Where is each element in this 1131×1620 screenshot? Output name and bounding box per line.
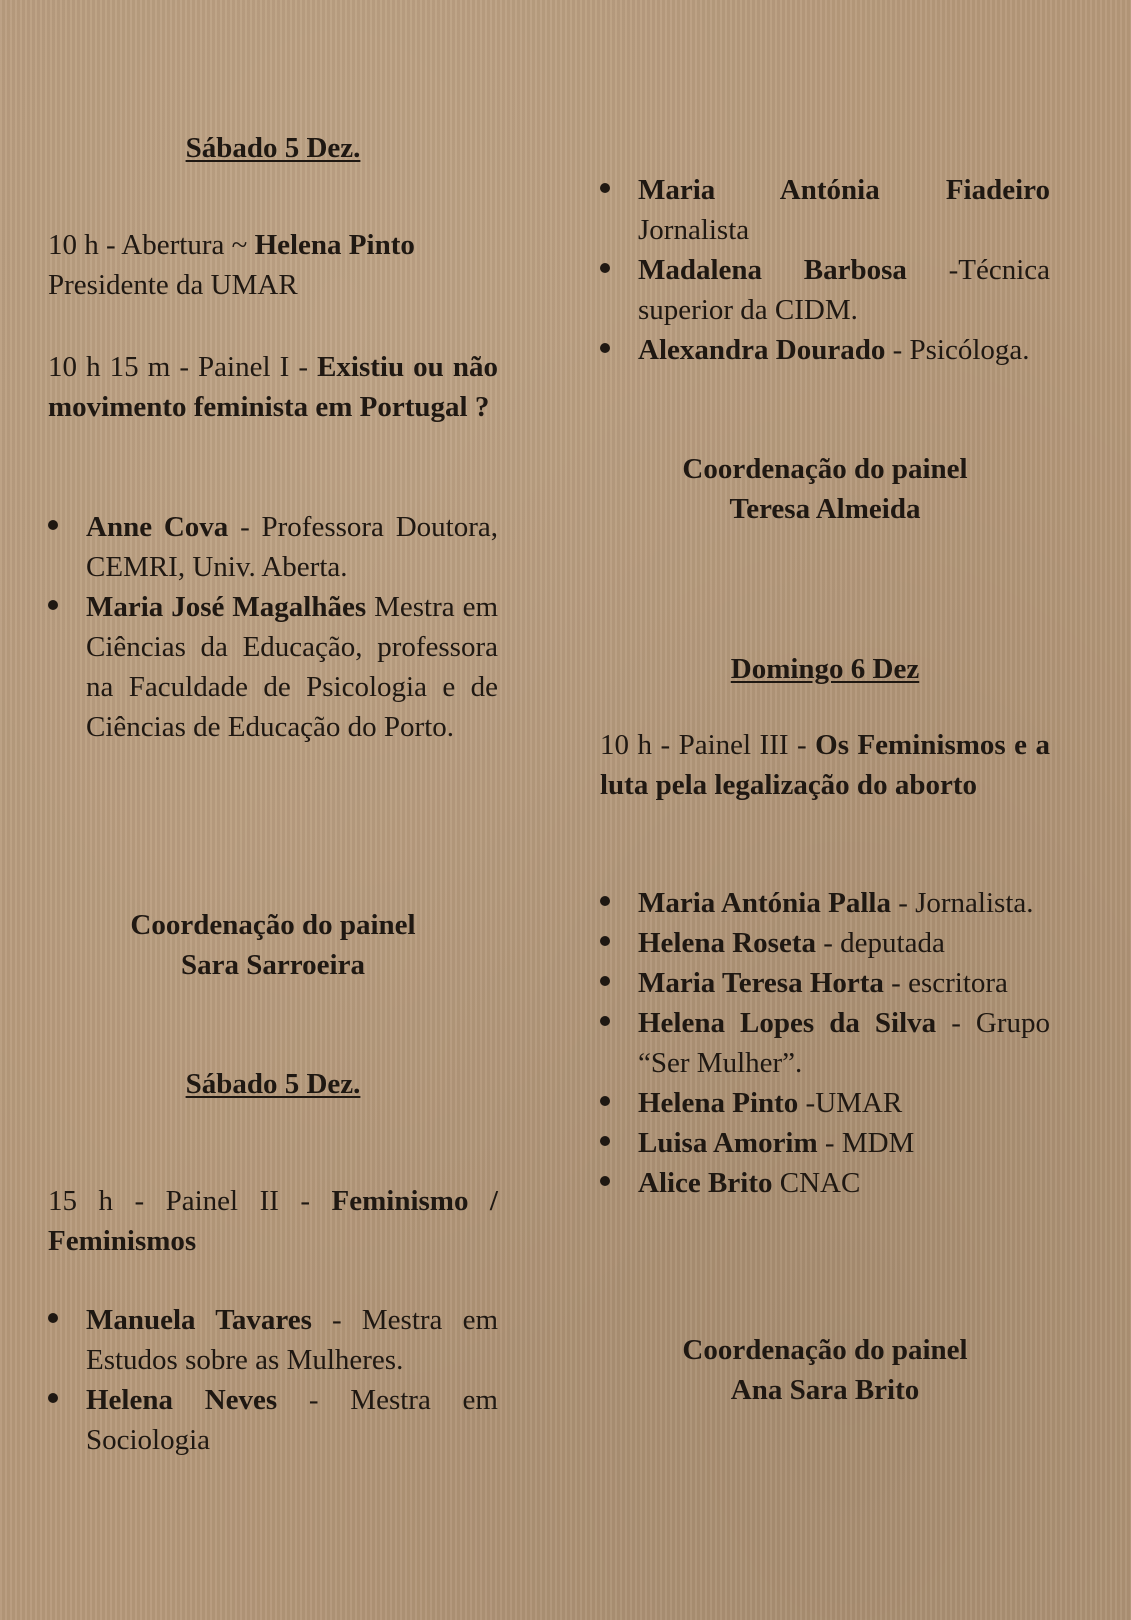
panel-3-time: 10 h - Painel III - [600, 729, 816, 761]
participant-name: Alice Brito [638, 1167, 773, 1199]
bullet-icon [48, 600, 58, 610]
participant-desc: - Mestra em Sociologia [86, 1384, 498, 1456]
participant-name: Maria Teresa Horta [638, 967, 884, 999]
list-item [600, 923, 1050, 963]
panel-3-title [600, 725, 1050, 805]
panel-3-topic: Os Feminismos e a luta pela legalização do aborto [600, 729, 1050, 801]
participant-name: Maria Antónia Fiadeiro [638, 174, 1050, 206]
list-item [600, 1083, 1050, 1123]
panel-2-time: 15 h - Painel II - [48, 1185, 332, 1217]
panel-2-participants-continued [600, 170, 1050, 370]
panel-1-coordination [48, 905, 498, 985]
coordination-label: Coordenação do painel [682, 1334, 968, 1366]
participant-desc: -UMAR [798, 1087, 903, 1119]
participant-name: Maria Antónia Palla [638, 887, 891, 919]
bullet-icon [48, 520, 58, 530]
participant-desc: - Mestra em Estudos sobre as Mulheres. [86, 1304, 498, 1376]
participant-desc: - Professora Doutora, CEMRI, Univ. Aberta. [86, 511, 498, 583]
bullet-icon [600, 1136, 610, 1146]
list-item [600, 883, 1050, 923]
panel-2-participants [48, 1300, 498, 1460]
participant-name: Helena Roseta [638, 927, 816, 959]
panel-1-participants [48, 507, 498, 747]
panel-3-participants [600, 883, 1050, 1203]
participant-name: Anne Cova [86, 511, 229, 543]
participant-desc: - Grupo “Ser Mulher”. [638, 1007, 1050, 1079]
participant-name: Helena Pinto [638, 1087, 799, 1119]
opening-time: 10 h - Abertura ~ [48, 229, 255, 261]
panel-2-topic: Feminismo / Feminismos [48, 1185, 498, 1257]
participant-name: Luisa Amorim [638, 1127, 818, 1159]
panel-2-coordination [600, 449, 1050, 529]
list-item [48, 1300, 498, 1380]
bullet-icon [600, 1176, 610, 1186]
participant-desc: Mestra em Ciências da Educação, professora na Faculdade de Psicologia e de Ciências de Educação do Porto. [86, 591, 498, 743]
list-item [600, 963, 1050, 1003]
coordination-name: Sara Sarroeira [181, 949, 365, 981]
list-item [600, 170, 1050, 250]
list-item [600, 1163, 1050, 1203]
coordination-label: Coordenação do painel [130, 909, 416, 941]
participant-name: Alexandra Dourado [638, 334, 886, 366]
opening-line [48, 225, 498, 265]
opening-role: Presidente da UMAR [48, 269, 298, 301]
list-item [48, 507, 498, 587]
bullet-icon [48, 1313, 58, 1323]
list-item [600, 330, 1050, 370]
participant-desc: CNAC [772, 1167, 861, 1199]
participant-name: Helena Lopes da Silva [638, 1007, 937, 1039]
participant-desc: - MDM [817, 1127, 915, 1159]
bullet-icon [600, 183, 610, 193]
list-item [600, 250, 1050, 330]
bullet-icon [600, 1096, 610, 1106]
panel-1-title [48, 347, 498, 427]
bullet-icon [48, 1393, 58, 1403]
participant-name: Manuela Tavares [86, 1304, 312, 1336]
participant-name: Helena Neves [86, 1384, 278, 1416]
participant-desc: Jornalista [638, 214, 750, 246]
participant-desc: - Jornalista. [890, 887, 1034, 919]
opening-item [48, 225, 498, 305]
coordination-name: Ana Sara Brito [730, 1374, 920, 1406]
participant-desc: - deputada [816, 927, 945, 959]
panel-1-topic: Existiu ou não movimento feminista em Portugal ? [48, 351, 499, 423]
bullet-icon [600, 343, 610, 353]
section-heading-sabado-afternoon: Sábado 5 Dez. [185, 1068, 361, 1100]
panel-2-title [48, 1181, 498, 1261]
participant-desc: - escritora [883, 967, 1008, 999]
bullet-icon [600, 1016, 610, 1026]
bullet-icon [600, 936, 610, 946]
participant-desc: -Técnica superior da CIDM. [638, 254, 1051, 326]
participant-desc: - Psicóloga. [885, 334, 1030, 366]
participant-name: Maria José Magalhães [86, 591, 367, 623]
bullet-icon [600, 896, 610, 906]
list-item [600, 1003, 1050, 1083]
coordination-label: Coordenação do painel [682, 453, 968, 485]
section-heading-domingo: Domingo 6 Dez [730, 653, 920, 685]
list-item [48, 1380, 498, 1460]
bullet-icon [600, 263, 610, 273]
participant-name: Madalena Barbosa [638, 254, 907, 286]
opening-speaker: Helena Pinto [254, 229, 415, 261]
panel-1-time: 10 h 15 m - Painel I - [48, 351, 318, 383]
list-item [48, 587, 498, 747]
section-heading-sabado-morning: Sábado 5 Dez. [185, 132, 361, 164]
coordination-name: Teresa Almeida [729, 493, 921, 525]
list-item [600, 1123, 1050, 1163]
bullet-icon [600, 976, 610, 986]
panel-3-coordination [600, 1330, 1050, 1410]
